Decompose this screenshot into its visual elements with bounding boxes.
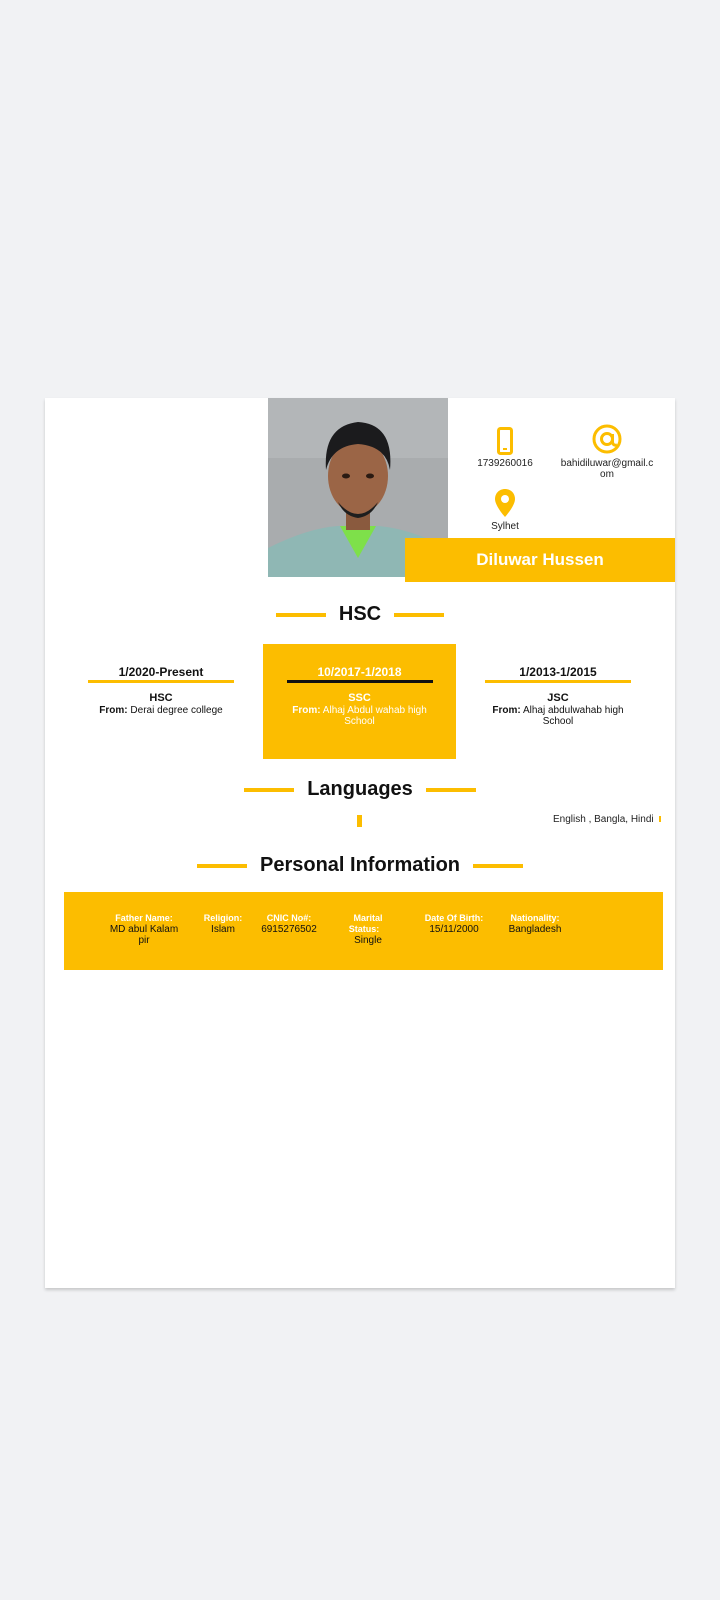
education-institution — [263, 705, 456, 727]
education-date-rule — [287, 680, 433, 683]
contact-email — [558, 423, 656, 480]
field-value: Bangladesh — [508, 924, 562, 935]
field-label: CNIC No#: — [266, 913, 312, 923]
profile-name: Diluwar Hussen — [476, 550, 604, 569]
institution-name: Derai degree college — [130, 705, 223, 716]
field-label: Religion: — [203, 913, 243, 923]
heading-rule-right — [473, 864, 523, 868]
language-bar-marker — [357, 815, 362, 827]
personal-info-box — [64, 892, 663, 970]
at-sign-icon — [591, 423, 623, 455]
field-value: 6915276502 — [261, 924, 317, 935]
resume-page — [45, 398, 675, 1288]
email-text-line1: bahidiluwar@gmail.c — [560, 458, 654, 469]
field-label: Marital — [353, 913, 383, 923]
heading-rule-left — [197, 864, 247, 868]
languages-heading — [45, 778, 675, 801]
from-label: From: — [99, 705, 128, 716]
personal-info-title: Personal Information — [259, 854, 461, 876]
name-bar — [405, 538, 675, 582]
email-text-line2: om — [600, 469, 614, 480]
institution-name: Alhaj Abdul wahab high — [322, 705, 427, 716]
personal-field-marital — [338, 913, 398, 946]
languages-title: Languages — [307, 778, 413, 800]
contact-phone — [470, 427, 540, 469]
education-date: 10/2017-1/2018 — [317, 665, 402, 679]
education-item — [88, 667, 234, 716]
institution-name: Alhaj abdulwahab high — [522, 705, 624, 716]
education-heading — [45, 603, 675, 626]
location-text: Sylhet — [491, 521, 519, 532]
education-date-rule — [88, 680, 234, 683]
from-label: From: — [292, 705, 321, 716]
education-item — [485, 667, 631, 727]
field-value: Islam — [211, 924, 235, 935]
field-value: MD abul Kalam — [109, 924, 179, 935]
from-label: From: — [492, 705, 521, 716]
field-label: Nationality: — [510, 913, 560, 923]
heading-rule-right — [394, 613, 444, 617]
personal-field-father — [104, 913, 184, 946]
education-item — [263, 667, 456, 727]
institution-name-cont: School — [344, 716, 375, 727]
map-pin-icon — [494, 488, 516, 518]
languages-text: English , Bangla, Hindi — [553, 814, 654, 825]
language-level-marker — [659, 816, 661, 822]
field-label: Date Of Birth: — [424, 913, 484, 923]
education-title: HSC — [338, 603, 382, 625]
contact-location — [480, 488, 530, 532]
education-date: 1/2020-Present — [118, 665, 204, 679]
education-institution — [485, 705, 631, 727]
education-degree: JSC — [547, 692, 569, 704]
education-degree: SSC — [348, 692, 371, 704]
personal-field-religion — [198, 913, 248, 935]
education-date: 1/2013-1/2015 — [519, 665, 597, 679]
education-date-rule — [485, 680, 631, 683]
field-value: Single — [354, 935, 382, 946]
phone-icon — [497, 427, 513, 455]
personal-field-nationality — [501, 913, 569, 935]
personal-field-dob — [414, 913, 494, 935]
education-institution — [88, 705, 234, 716]
heading-rule-left — [244, 788, 294, 792]
field-value: 15/11/2000 — [429, 924, 479, 935]
personal-field-cnic — [254, 913, 324, 935]
phone-text: 1739260016 — [477, 458, 533, 469]
heading-rule-right — [426, 788, 476, 792]
field-label-cont: Status: — [348, 924, 380, 934]
heading-rule-left — [276, 613, 326, 617]
field-label: Father Name: — [115, 913, 173, 923]
education-degree: HSC — [149, 692, 173, 704]
personal-info-heading — [45, 854, 675, 877]
institution-name-cont: School — [542, 716, 574, 727]
field-value-cont: pir — [138, 935, 150, 946]
languages-list — [553, 814, 661, 825]
